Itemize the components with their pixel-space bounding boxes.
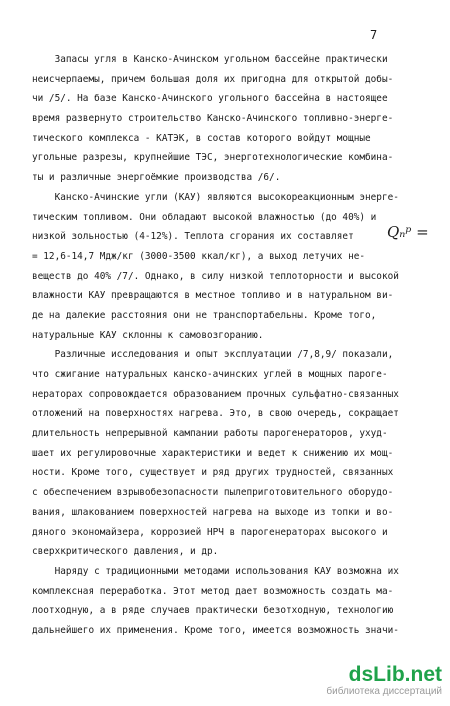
text-line: что сжигание натуральных канско-ачинских углей в мощных пароге- — [32, 369, 388, 380]
watermark-logo — [326, 664, 442, 698]
text-line: нераторах сопровождается образованием прочных сульфатно-связанных — [32, 388, 399, 400]
text-line: комплексная переработка. Этот метод дает возможность создать ма- — [32, 585, 394, 597]
formula-heat-value: Qₙᵖ = — [387, 223, 429, 242]
text-line: дальнейшего их применения. Кроме того, имеется возможность значи- — [32, 624, 399, 636]
text-line: Запасы угля в Канско-Ачинском угольном бассейне практически — [32, 54, 388, 65]
watermark-brand: dsLib.net — [348, 663, 442, 686]
text-line: сверхкритического давления, и др. — [32, 546, 219, 558]
text-line: время развернуто строительство Канско-Ачинского топливно-энерге- — [32, 113, 394, 125]
text-line: ности. Кроме того, существует и ряд других трудностей, связанных — [32, 467, 394, 479]
text-line: ты и различные энергоёмкие производства /6/. — [32, 172, 281, 184]
text-line: чи /5/. На базе Канско-Ачинского угольного бассейна в настоящее — [32, 93, 388, 105]
text-line: вания, шлакованием поверхностей нагрева на выходе из топки и во- — [32, 506, 394, 518]
text-line: с обеспечением взрывобезопасности пылеприготовительного оборудо- — [32, 487, 394, 499]
text-line: веществ до 40% /7/. Однако, в силу низкой теплоторности и высокой — [32, 270, 399, 282]
body-text — [32, 50, 432, 641]
text-line: лоотходную, а в ряде случаев практически безотходную, технологию — [32, 605, 394, 617]
text-line: длительность непрерывной кампании работы парогенераторов, ухуд- — [32, 428, 388, 440]
text-line: шает их регулировочные характеристики и ведет к снижению их мощ- — [32, 447, 394, 459]
text-line: Различные исследования и опыт эксплуатации /7,8,9/ показали, — [32, 349, 394, 361]
text-line: влажности КАУ превращаются в местное топливо и в натуральном ви- — [32, 290, 394, 302]
text-line: де на далекие расстояния они не транспортабельны. Кроме того, — [32, 309, 377, 321]
watermark-subtitle: библиотека диссертаций — [326, 686, 442, 697]
page-number: 7 — [370, 28, 378, 42]
text-line: угольные разрезы, крупнейшие ТЭС, энерготехнологические комбина- — [32, 152, 394, 164]
text-line: Канско-Ачинские угли (КАУ) являются высокореакционным энерге- — [32, 191, 399, 203]
text-line: = 12,6-14,7 Мдж/кг (3000-3500 ккал/кг), а выход летучих не- — [32, 250, 366, 262]
text-line: дяного экономайзера, коррозией НРЧ в парогенераторах высокого и — [32, 526, 388, 538]
text-line: натуральные КАУ склонны к самовозгоранию. — [32, 329, 264, 341]
text-line: тическим топливом. Они обладают высокой влажностью (до 40%) и — [32, 211, 377, 223]
text-line: неисчерпаемы, причем большая доля их пригодна для открытой добы- — [32, 73, 394, 85]
text-line: тического комплекса - КАТЭК, в состав которого войдут мощные — [32, 132, 371, 144]
text-line: Наряду с традиционными методами использования КАУ возможна их — [32, 565, 399, 577]
text-line: отложений на поверхностях нагрева. Это, в свою очередь, сокращает — [32, 408, 399, 420]
text-line: низкой зольностью (4-12%). Теплота сгорания их составляет — [32, 231, 354, 243]
